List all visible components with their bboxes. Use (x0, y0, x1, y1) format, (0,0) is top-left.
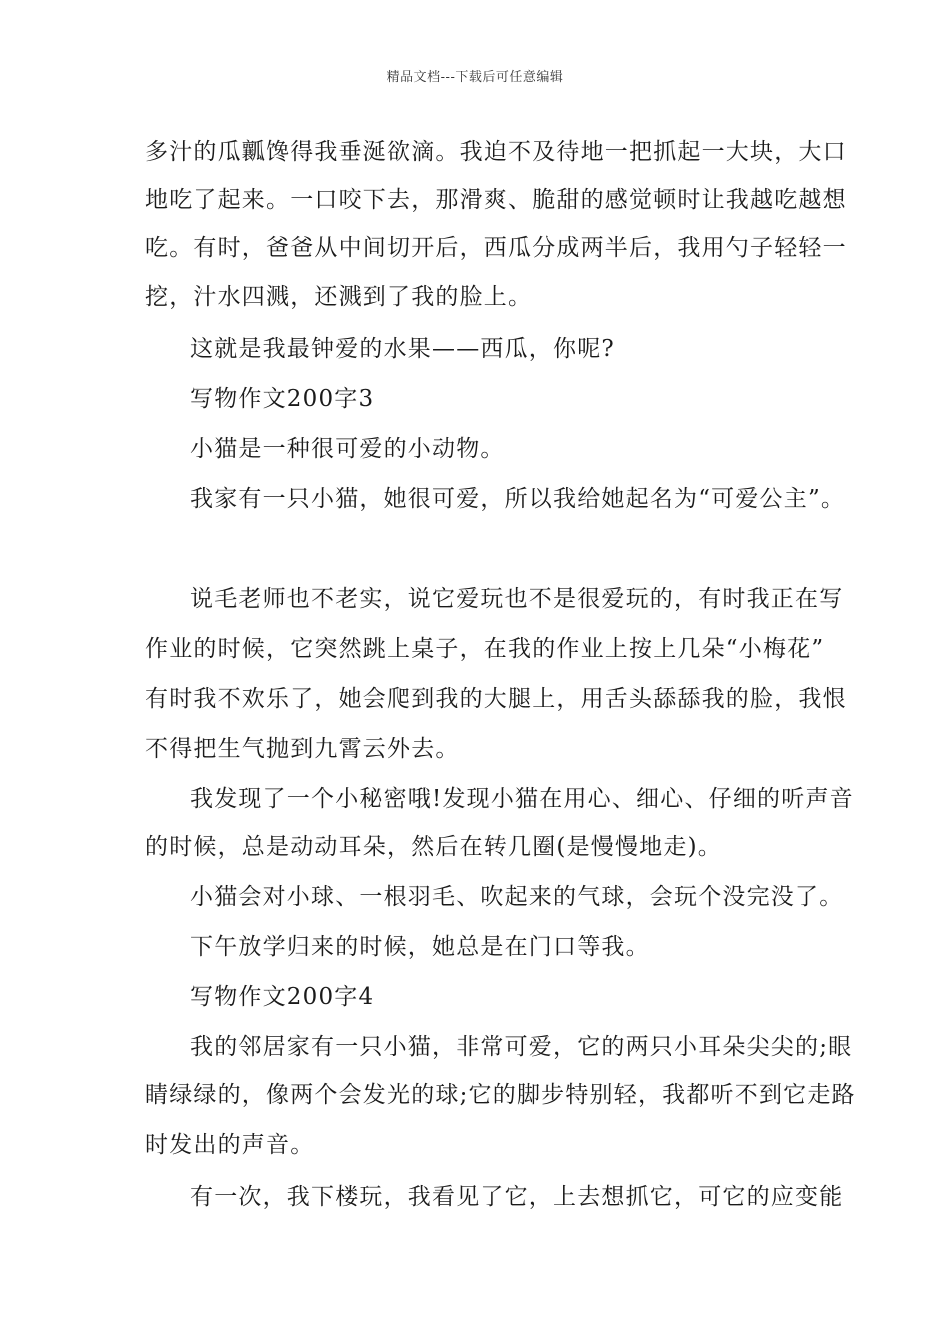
paragraph-line: 有时我不欢乐了，她会爬到我的大腿上，用舌头舔舔我的脸，我恨 (145, 686, 847, 712)
paragraph-line: 时发出的声音。 (145, 1132, 315, 1158)
paragraph-line: 我家有一只小猫，她很可爱，所以我给她起名为“可爱公主”。 (190, 486, 846, 512)
paragraph-line: 不得把生气抛到九霄云外去。 (145, 736, 460, 762)
paragraph-line: 我发现了一个小秘密哦!发现小猫在用心、细心、仔细的听声音 (190, 786, 854, 812)
paragraph-line: 吃。有时，爸爸从中间切开后，西瓜分成两半后，我用勺子轻轻一 (145, 235, 847, 261)
paragraph-line: 有一次，我下楼玩，我看见了它，上去想抓它，可它的应变能 (190, 1184, 844, 1210)
paragraph-line: 小猫是一种很可爱的小动物。 (190, 436, 505, 462)
paragraph-line: 多汁的瓜瓤馋得我垂涎欲滴。我迫不及待地一把抓起一大块，大口 (145, 139, 847, 165)
paragraph-line: 睛绿绿的，像两个会发光的球;它的脚步特别轻，我都听不到它走路 (145, 1082, 856, 1108)
paragraph-line: 说毛老师也不老实，说它爱玩也不是很爱玩的，有时我正在写 (190, 586, 844, 612)
paragraph-line: 挖，汁水四溅，还溅到了我的脸上。 (145, 284, 533, 310)
paragraph-line: 小猫会对小球、一根羽毛、吹起来的气球，会玩个没完没了。 (190, 884, 844, 910)
paragraph-line: 这就是我最钟爱的水果——西瓜，你呢? (190, 336, 615, 362)
page-header: 精品文档---下载后可任意编辑 (386, 70, 564, 85)
section-heading: 写物作文200字4 (190, 984, 375, 1010)
section-heading: 写物作文200字3 (190, 386, 375, 412)
paragraph-line: 地吃了起来。一口咬下去，那滑爽、脆甜的感觉顿时让我越吃越想 (145, 187, 847, 213)
paragraph-line: 作业的时候，它突然跳上桌子，在我的作业上按上几朵“小梅花” (145, 636, 825, 662)
paragraph-line: 我的邻居家有一只小猫，非常可爱，它的两只小耳朵尖尖的;眼 (190, 1034, 853, 1060)
paragraph-line: 的时候，总是动动耳朵，然后在转几圈(是慢慢地走)。 (145, 834, 722, 860)
paragraph-line: 下午放学归来的时候，她总是在门口等我。 (190, 934, 650, 960)
